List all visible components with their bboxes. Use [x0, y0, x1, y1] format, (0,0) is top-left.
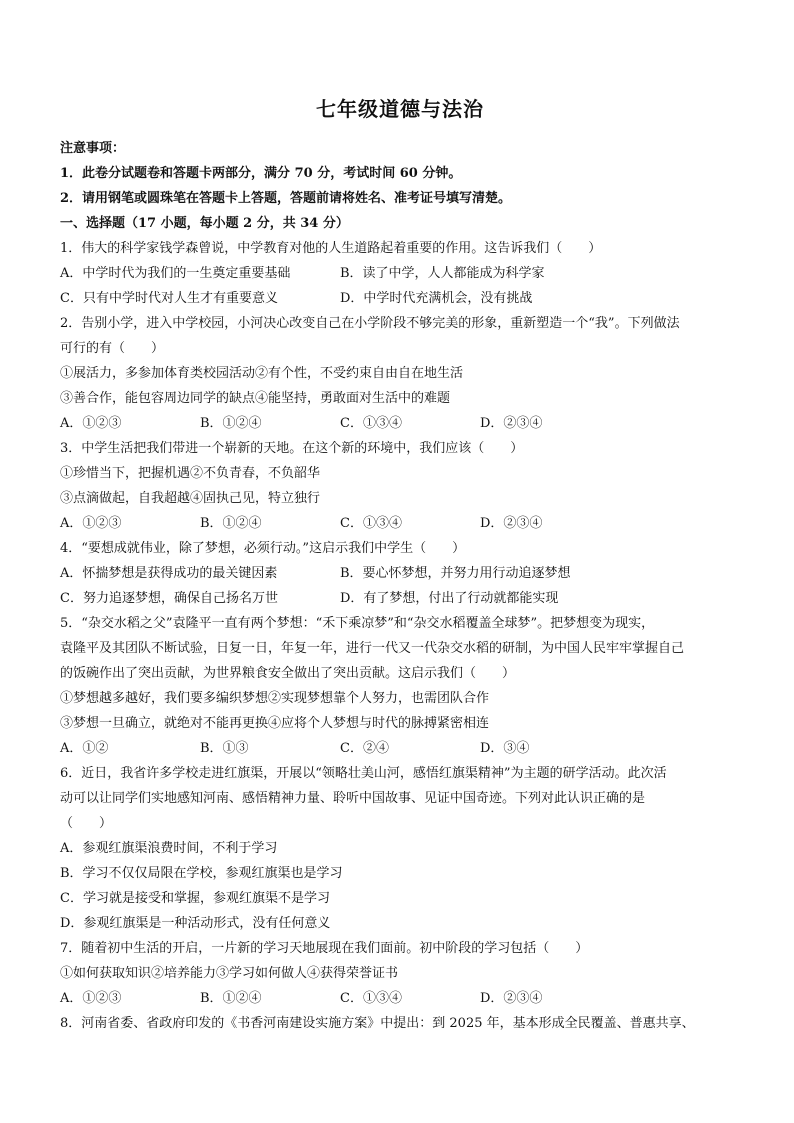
- option-d: D．有了梦想，付出了行动就都能实现: [340, 591, 559, 606]
- option-d: D．参观红旗渠是一种活动形式，没有任何意义: [60, 916, 331, 931]
- statement-line: ①展活力，多参加体育类校园活动②有个性，不受约束自由自在地生活: [60, 366, 464, 381]
- question-stem: 5．“杂交水稻之父”袁隆平一直有两个梦想：“禾下乘凉梦”和“杂交水稻覆盖全球梦”。把梦想变为现实，: [60, 616, 655, 631]
- statement-line: ③点滴做起，自我超越④固执己见，特立独行: [60, 491, 321, 506]
- question-stem: 3．中学生活把我们带进一个崭新的天地。在这个新的环境中，我们应该（ ）: [60, 441, 524, 456]
- options-group: [60, 561, 740, 611]
- statement-line: ①如何获取知识②培养能力③学习如何做人④获得荣誉证书: [60, 966, 399, 981]
- options-group: [60, 411, 740, 436]
- option-b: B．要心怀梦想，并努力用行动追逐梦想: [340, 566, 571, 581]
- option-a: A．①②③: [60, 516, 122, 531]
- note-item: 1．此卷分试题卷和答题卡两部分，满分 70 分，考试时间 60 分钟。: [60, 166, 462, 181]
- page-title: 七年级道德与法治: [316, 97, 484, 121]
- option-c: C．只有中学时代对人生才有重要意义: [60, 291, 278, 306]
- option-b: B．①②④: [200, 516, 262, 531]
- option-b: B．①③: [200, 741, 249, 756]
- options-group: [60, 986, 740, 1011]
- question-stem: 的饭碗作出了突出贡献，为世界粮食安全做出了突出贡献。这启示我们（ ）: [60, 666, 516, 681]
- question-stem: 1．伟大的科学家钱学森曾说，中学教育对他的人生道路起着重要的作用。这告诉我们（ ）: [60, 241, 602, 256]
- section-heading: 一、选择题（17 小题，每小题 2 分，共 34 分）: [60, 216, 349, 231]
- note-item: 2．请用钢笔或圆珠笔在答题卡上答题，答题前请将姓名、准考证号填写清楚。: [60, 191, 512, 206]
- question-stem: 4．“要想成就伟业，除了梦想，必须行动。”这启示我们中学生（ ）: [60, 541, 466, 556]
- option-c: C．努力追逐梦想，确保自己扬名万世: [60, 591, 278, 606]
- option-d: D．②③④: [480, 516, 543, 531]
- option-c: C．①③④: [340, 991, 402, 1006]
- option-c: C．学习就是接受和掌握，参观红旗渠不是学习: [60, 891, 330, 906]
- question-stem: 8．河南省委、省政府印发的《书香河南建设实施方案》中提出：到 2025 年，基本形成全民覆盖、普惠共享、: [60, 1016, 695, 1031]
- option-d: D．中学时代充满机会，没有挑战: [340, 291, 533, 306]
- notes-heading: 注意事项：: [60, 141, 126, 156]
- question-stem: 6．近日，我省许多学校走进红旗渠，开展以“领略壮美山河，感悟红旗渠精神”为主题的研学活动。此次活: [60, 766, 667, 781]
- question-stem: 可行的有（ ）: [60, 341, 165, 356]
- option-b: B．学习不仅仅局限在学校，参观红旗渠也是学习: [60, 866, 343, 881]
- question-stem: （ ）: [60, 816, 113, 831]
- option-a: A．①②③: [60, 991, 122, 1006]
- options-group: [60, 736, 740, 761]
- option-a: A．中学时代为我们的一生奠定重要基础: [60, 266, 291, 281]
- question-stem: 2．告别小学，进入中学校园，小河决心改变自己在小学阶段不够完美的形象，重新塑造一个“我”。下列做法: [60, 316, 680, 331]
- statement-line: ①梦想越多越好，我们要多编织梦想②实现梦想靠个人努力，也需团队合作: [60, 691, 490, 706]
- options-group: [60, 511, 740, 536]
- exam-page: [60, 96, 740, 1036]
- option-c: C．②④: [340, 741, 389, 756]
- statement-line: ③善合作，能包容周边同学的缺点④能坚持，勇敢面对生活中的难题: [60, 391, 451, 406]
- option-a: A．怀揣梦想是获得成功的最关键因素: [60, 566, 278, 581]
- statement-line: ③梦想一旦确立，就绝对不能再更换④应将个人梦想与时代的脉搏紧密相连: [60, 716, 490, 731]
- question-stem: 动可以让同学们实地感知河南、感悟精神力量、聆听中国故事、见证中国奇迹。下列对此认识正确的是: [60, 791, 646, 806]
- option-a: A．①②③: [60, 416, 122, 431]
- options-group: [60, 261, 740, 311]
- statement-line: ①珍惜当下，把握机遇②不负青春，不负韶华: [60, 466, 321, 481]
- option-c: C．①③④: [340, 516, 402, 531]
- option-c: C．①③④: [340, 416, 402, 431]
- option-b: B．①②④: [200, 991, 262, 1006]
- option-d: D．②③④: [480, 416, 543, 431]
- option-a: A．参观红旗渠浪费时间，不利于学习: [60, 841, 278, 856]
- option-d: D．②③④: [480, 991, 543, 1006]
- question-stem: 7．随着初中生活的开启，一片新的学习天地展现在我们面前。初中阶段的学习包括（ ）: [60, 941, 589, 956]
- option-d: D．③④: [480, 741, 530, 756]
- option-a: A．①②: [60, 741, 109, 756]
- option-b: B．读了中学，人人都能成为科学家: [340, 266, 545, 281]
- question-stem: 袁隆平及其团队不断试验，日复一日，年复一年，进行一代又一代杂交水稻的研制，为中国人民牢牢掌握自己: [60, 641, 685, 656]
- option-b: B．①②④: [200, 416, 262, 431]
